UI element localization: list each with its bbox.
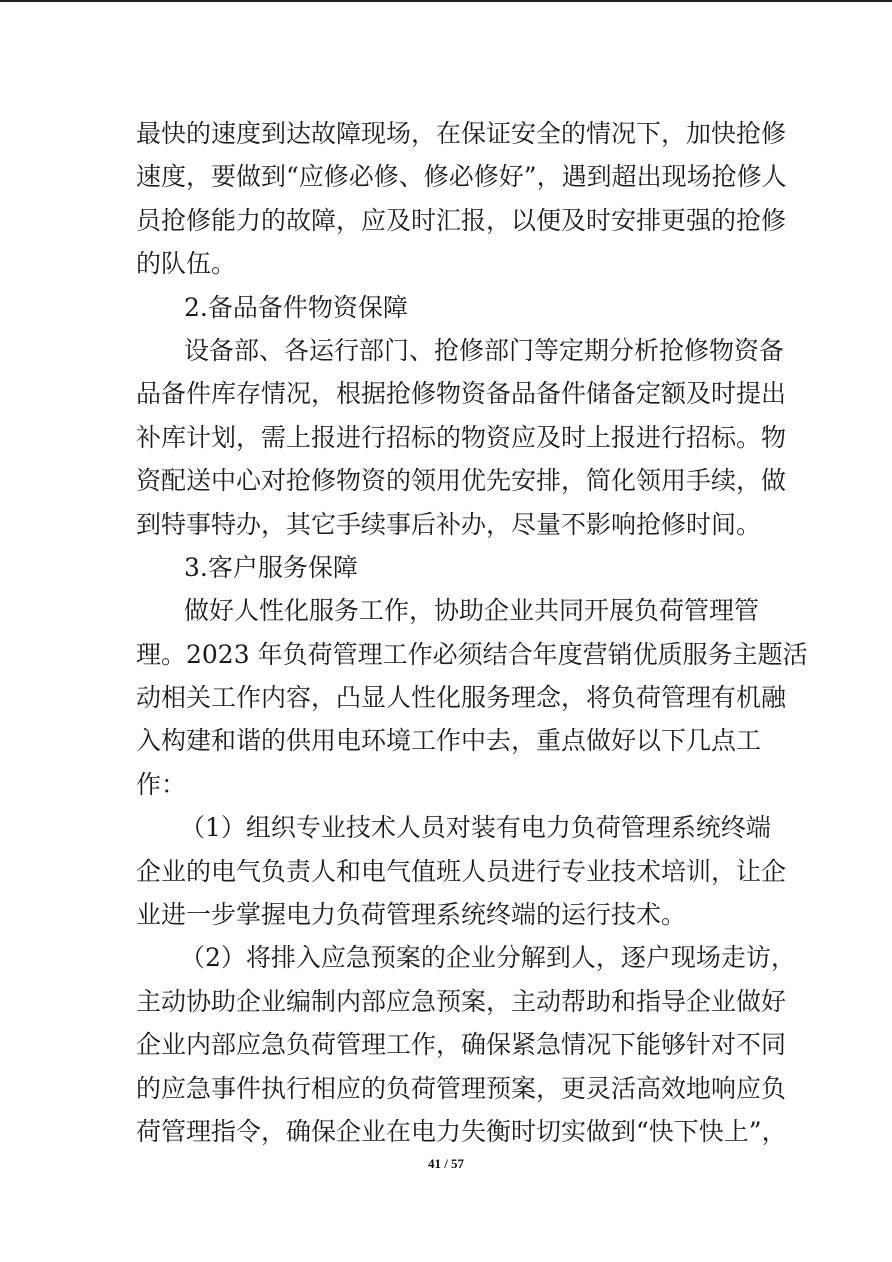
text-line: 速度，要做到“应修必修、修必修好”，遇到超出现场抢修人 <box>136 162 787 192</box>
section-heading-3: 3.客户服务保障 <box>184 552 358 582</box>
text-line: 动相关工作内容，凸显人性化服务理念，将负荷管理有机融 <box>136 683 787 713</box>
text-line: 理。2023 年负荷管理工作必须结合年度营销优质服务主题活 <box>136 639 808 669</box>
text-line: （2）将排入应急预案的企业分解到人，逐户现场走访， <box>180 943 796 973</box>
list-item-2 <box>136 936 796 1153</box>
text-line: 业进一步掌握电力负荷管理系统终端的运行技术。 <box>136 900 687 930</box>
text-line: 员抢修能力的故障，应及时汇报，以便及时安排更强的抢修 <box>136 205 787 235</box>
paragraph-2 <box>136 329 787 546</box>
text-line: 荷管理指令，确保企业在电力失衡时切实做到“快下快上”， <box>136 1116 787 1146</box>
text-line: 到特事特办，其它手续事后补办，尽量不影响抢修时间。 <box>136 509 762 539</box>
text-line: 作： <box>136 769 187 799</box>
text-line: 入构建和谐的供用电环境工作中去，重点做好以下几点工 <box>136 726 762 756</box>
section-heading-2: 2.备品备件物资保障 <box>184 292 408 322</box>
text-line: 主动协助企业编制内部应急预案，主动帮助和指导企业做好 <box>136 986 787 1016</box>
page-top-border <box>0 0 892 2</box>
paragraph-1 <box>136 112 787 286</box>
text-line: 企业的电气负责人和电气值班人员进行专业技术培训，让企 <box>136 856 787 886</box>
document-body <box>136 112 808 1153</box>
text-line: 做好人性化服务工作，协助企业共同开展负荷管理管 <box>184 596 760 626</box>
text-line: 补库计划，需上报进行招标的物资应及时上报进行招标。物 <box>136 422 787 452</box>
page-number: 41 / 57 <box>427 1156 465 1171</box>
text-line: （1）组织专业技术人员对装有电力负荷管理系统终端 <box>180 813 771 843</box>
list-item-1 <box>136 806 787 936</box>
text-line: 品备件库存情况，根据抢修物资备品备件储备定额及时提出 <box>136 379 787 409</box>
text-line: 的应急事件执行相应的负荷管理预案，更灵活高效地响应负 <box>136 1073 787 1103</box>
text-line: 设备部、各运行部门、抢修部门等定期分析抢修物资备 <box>184 335 785 365</box>
text-line: 资配送中心对抢修物资的领用优先安排，简化领用手续，做 <box>136 466 787 496</box>
text-line: 企业内部应急负荷管理工作，确保紧急情况下能够针对不同 <box>136 1030 787 1060</box>
paragraph-3 <box>136 589 808 806</box>
text-line: 的队伍。 <box>136 249 237 279</box>
text-line: 最快的速度到达故障现场，在保证安全的情况下，加快抢修 <box>136 119 787 148</box>
